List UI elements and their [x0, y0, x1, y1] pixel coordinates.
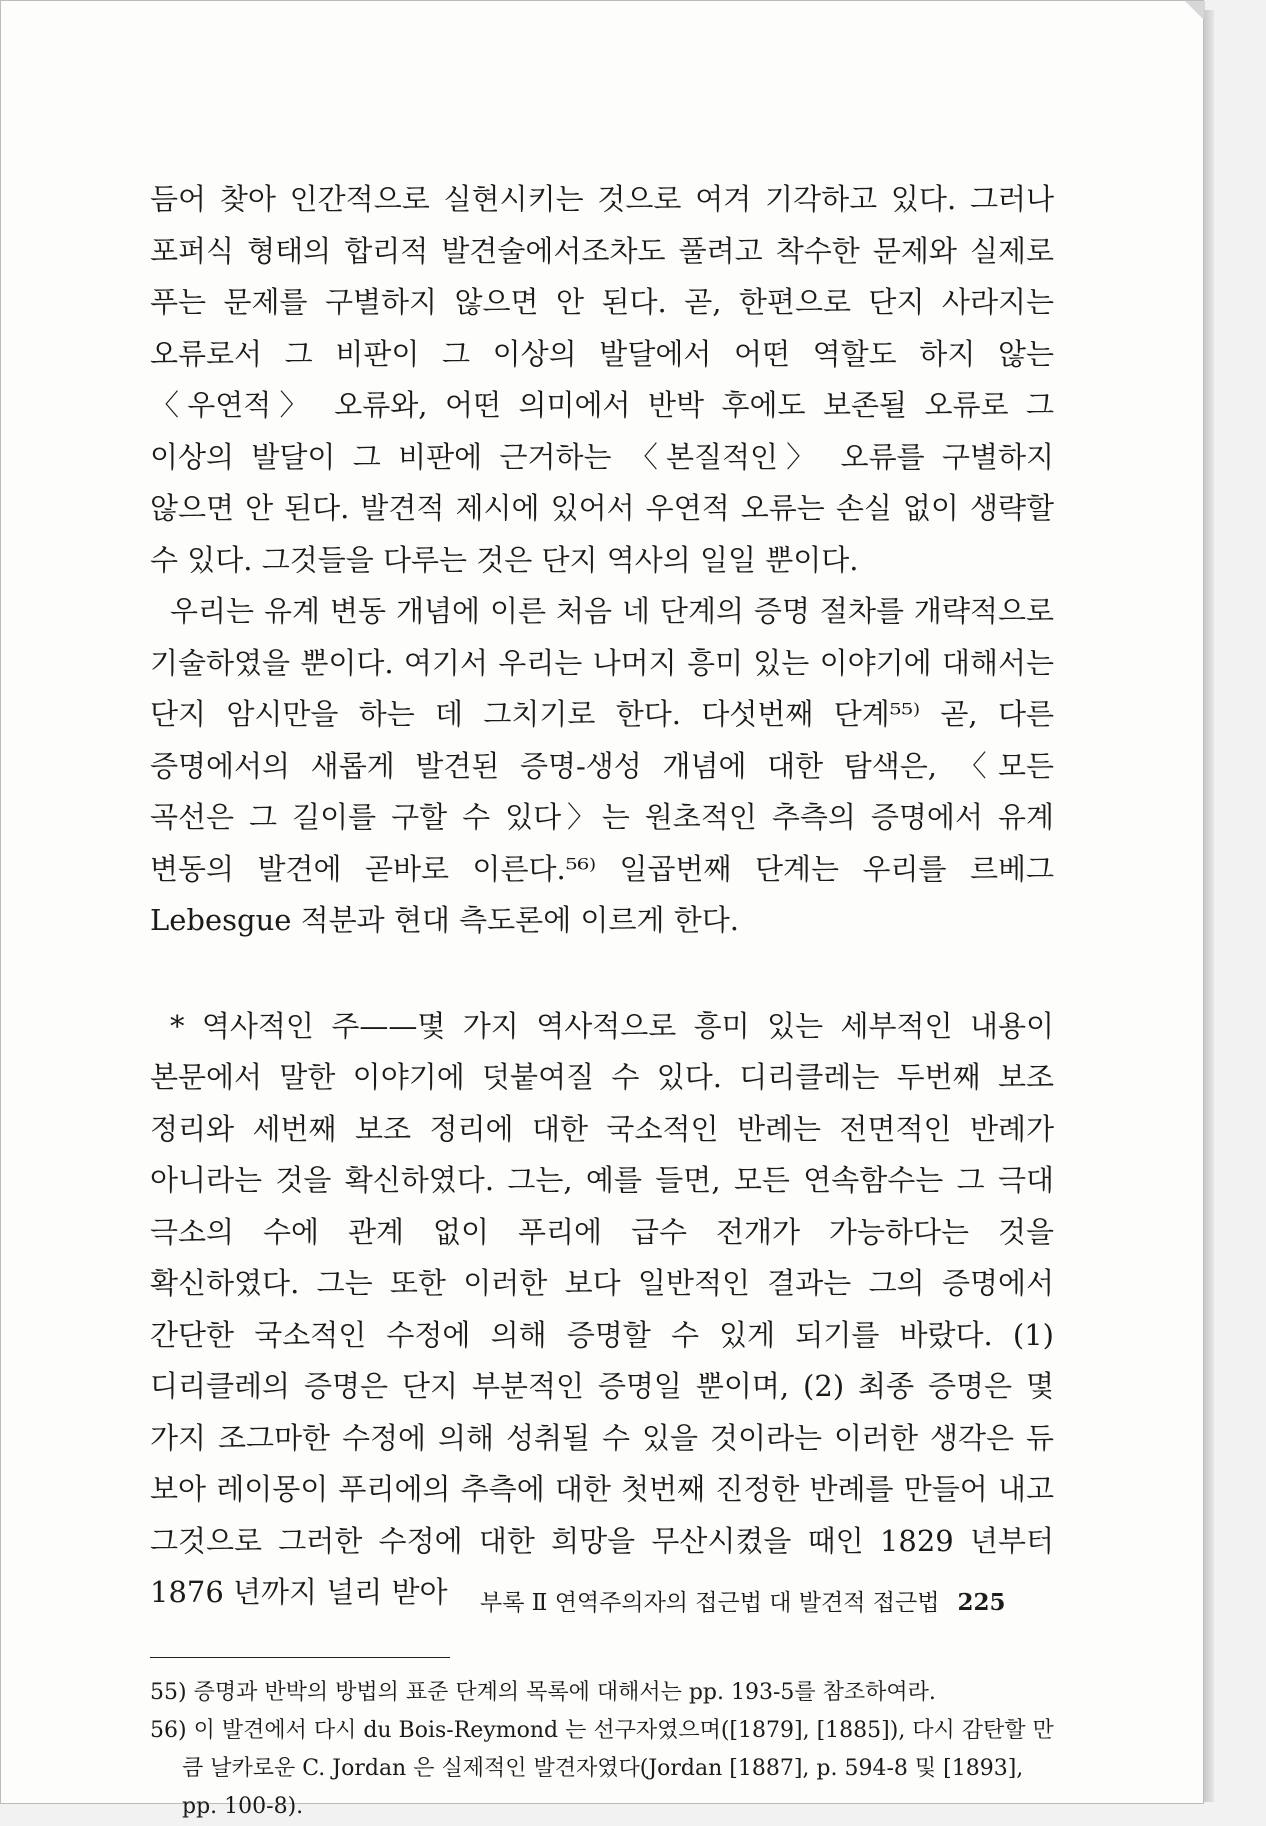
running-title: 부록 Ⅱ 연역주의자의 접근법 대 발견적 접근법: [480, 1590, 940, 1616]
running-footer: [480, 1584, 1005, 1617]
page-content: [150, 174, 1054, 1826]
footnote-divider: [150, 1657, 450, 1658]
footnotes: [150, 1674, 1054, 1826]
page-corner-fold: [1185, 1, 1205, 21]
footnote-56: 56) 이 발견에서 다시 du Bois-Reymond 는 선구자였으며([1879], [1885]), 다시 감탄할 만큼 날카로운 C. Jordan 은 실제적인 발견자였다(Jordan [1887], p. 594-8 및 [1893], pp. 100-8).: [150, 1717, 1054, 1819]
historical-note: * 역사적인 주——몇 가지 역사적으로 흥미 있는 세부적인 내용이 본문에서 말한 이야기에 덧붙여질 수 있다. 디리클레는 두번째 보조 정리와 세번째 보조 정리에 대한 국소적인 반례는 전면적인 반례가 아니라는 것을 확신하였다. 그는, 예를 들면, 모든 연속함수는 그 극대 극소의 수에 관계 없이 푸리에 급수 전개가 가능하다는 것을 확신하였다. 그는 또한 이러한 보다 일반적인 결과는 그의 증명에서 간단한 국소적인 수정에 의해 증명할 수 있게 되기를 바랐다. (1) 디리클레의 증명은 단지 부분적인 증명일 뿐이며, (2) 최종 증명은 몇 가지 조그마한 수정에 의해 성취될 수 있을 것이라는 이러한 생각은 듀 보아 레이몽이 푸리에의 추측에 대한 첫번째 진정한 반례를 만들어 내고 그것으로 그러한 수정에 대한 희망을 무산시켰을 때인 1829 년부터 1876 년까지 널리 받아: [150, 1008, 1054, 1609]
page-edge-shadow: [1204, 10, 1214, 1802]
body-paragraph-2: 우리는 유계 변동 개념에 이른 처음 네 단계의 증명 절차를 개략적으로 기술하였을 뿐이다. 여기서 우리는 나머지 흥미 있는 이야기에 대해서는 단지 암시만을 하는 데 그치기로 한다. 다섯번째 단계⁵⁵⁾ 곧, 다른 증명에서의 새롭게 발견된 증명-생성 개념에 대한 탐색은, 〈모든 곡선은 그 길이를 구할 수 있다〉는 원초적인 추측의 증명에서 유계 변동의 발견에 곧바로 이른다.⁵⁶⁾ 일곱번째 단계는 우리를 르베그 Lebesgue 적분과 현대 측도론에 이르게 한다.: [150, 594, 1054, 937]
body-paragraph-1: 듬어 찾아 인간적으로 실현시키는 것으로 여겨 기각하고 있다. 그러나 포퍼식 형태의 합리적 발견술에서조차도 풀려고 착수한 문제와 실제로 푸는 문제를 구별하지 않으면 안 된다. 곧, 한편으로 단지 사라지는 오류로서 그 비판이 그 이상의 발달에서 어떤 역할도 하지 않는 〈우연적〉 오류와, 어떤 의미에서 반박 후에도 보존될 오류로 그 이상의 발달이 그 비판에 근거하는 〈본질적인〉 오류를 구별하지 않으면 안 된다. 발견적 제시에 있어서 우연적 오류는 손실 없이 생략할 수 있다. 그것들을 다루는 것은 단지 역사의 일일 뿐이다.: [150, 182, 1054, 577]
footnote-55: 55) 증명과 반박의 방법의 표준 단계의 목록에 대해서는 pp. 193-5를 참조하여라.: [150, 1679, 936, 1705]
page-number: 225: [957, 1589, 1006, 1616]
